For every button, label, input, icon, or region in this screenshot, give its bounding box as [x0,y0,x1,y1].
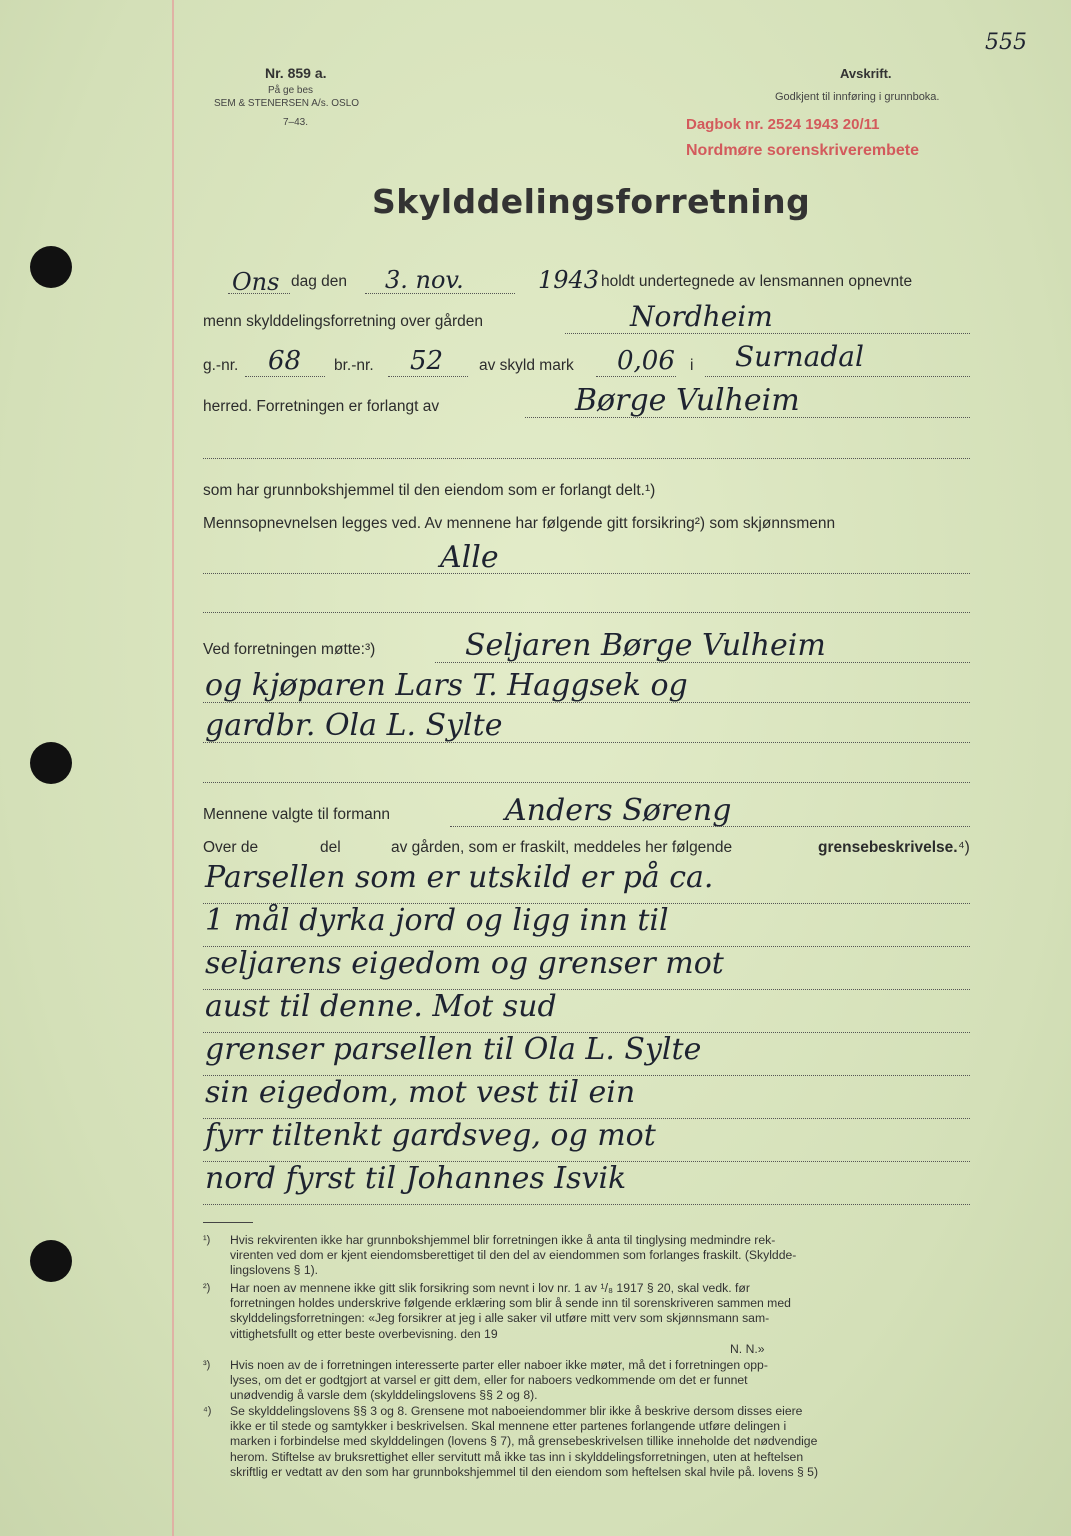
mote-label: Ved forretningen møtte:³) [203,641,376,658]
dotted-rule [203,1075,970,1076]
punch-hole-middle [30,742,72,784]
dotted-rule [203,903,970,904]
footnote-4 [230,1404,818,1480]
printer-line2: SEM & STENERSEN A/s. OSLO [214,98,360,109]
over-de-label: Over de [203,839,259,856]
dotted-rule [705,376,970,377]
footnote-line: Se skylddelingslovens §§ 3 og 8. Grensene mot naboeiendommer blir ikke å beskrive dersom disses eiere [230,1404,803,1418]
bnr-label: br.-nr. [334,357,374,374]
formann-label: Mennene valgte til formann [203,806,390,823]
dotted-rule [203,1161,970,1162]
dotted-rule [450,826,970,827]
footnote-line: lingslovens § 1). [230,1263,319,1278]
dotted-rule [203,782,970,783]
attendees-line2: og kjøparen Lars T. Haggsek og [205,668,688,703]
form-number: Nr. 859 a. [265,65,327,81]
dotted-rule [565,333,970,334]
description-line: sin eigedom, mot vest til ein [205,1075,636,1110]
dotted-rule [203,742,970,743]
footnote-line: skylddelingsforretningen: «Jeg forsikrer at jeg i alle saker vil utføre mitt verv som skjønnsmann sam- [230,1311,770,1326]
dotted-rule [203,573,970,574]
dotted-rule [245,376,325,377]
footnote-1-mark: ¹) [203,1234,211,1246]
footnote-line: Hvis noen av de i forretningen interesserte parter eller naboer ikke møter, må det i forretningen opp- [230,1358,768,1372]
dotted-rule [596,376,676,377]
description-line: nord fyrst til Johannes Isvik [205,1161,627,1196]
dotted-rule [203,946,970,947]
weekday-handwritten: Ons [232,268,280,296]
grensebeskrivelse-label: grensebeskrivelse. [818,839,958,856]
avskrift-heading: Avskrift. [840,66,892,81]
requester-handwritten: Børge Vulheim [575,383,800,418]
dotted-rule [203,1204,970,1205]
grensebeskrivelse-footnote-mark: ⁴) [958,839,970,856]
bnr-handwritten: 52 [410,346,444,376]
dotted-rule [203,702,970,703]
menn-label: menn skylddelingsforretning over gården [203,313,484,330]
printer-line1: På ge bes [268,85,314,96]
footnote-line: lyses, om det er godtgjort at varsel er gitt dem, eller for naboers vedkommende om det er funnet [230,1373,748,1388]
over-rest-label: av gården, som er fraskilt, meddeles her følgende [391,839,733,856]
grunnbok-line: som har grunnbokshjemmel til den eiendom som er forlangt delt.¹) [203,482,656,499]
footnote-1 [230,1233,796,1279]
dotted-rule [203,458,970,459]
margin-rule [172,0,174,1536]
footnote-line: ikke er til stede og samtykker i beskrivelsen. Skal mennene etter partenes forlangende utføre delingen i [230,1419,787,1434]
description-line: Parsellen som er utskild er på ca. [205,860,714,895]
line1-text: holdt undertegnede av lensmannen opnevnte [601,273,913,290]
footnote-line: marken i forbindelse med skylddelingen (lovens § 7), må grensebeskrivelsen tillike inneholde det nødvendige [230,1434,818,1449]
footnote-3 [230,1358,768,1404]
gnr-handwritten: 68 [268,346,302,376]
menn-forsikring-line: Mennsopnevnelsen legges ved. Av mennene har følgende gitt forsikring²) som skjønnsmenn [203,515,836,532]
footnote-line: herom. Stiftelse av bruksrettighet eller servitutt må ikke tas inn i skylddelingsforretningen, uten at heftelsen [230,1449,804,1464]
description-line: aust til denne. Mot sud [205,989,557,1024]
footnote-line: virenten ved dom er kjent eiendomsberettiget til den del av eiendommen som forlanges fraskilt. (Skyldde- [230,1248,797,1263]
municipality-handwritten: Surnadal [735,340,864,373]
description-line: grenser parsellen til Ola L. Sylte [205,1032,702,1067]
footnote-line: N. N.» [730,1341,765,1356]
attendees-line3: gardbr. Ola L. Sylte [205,708,503,743]
del-label: del [320,839,341,856]
dotted-rule [525,417,970,418]
gnr-label: g.-nr. [203,357,239,374]
printer-date: 7–43. [283,117,309,128]
footnote-line: Hvis rekvirenten ikke har grunnbokshjemmel blir forretningen ikke å anta til tinglysing medmindre rek- [230,1233,776,1247]
attendees-line1: Seljaren Børge Vulheim [465,628,826,663]
dotted-rule [203,989,970,990]
herred-label: herred. Forretningen er forlangt av [203,398,440,415]
dag-den-label: dag den [291,273,348,290]
description-line: seljarens eigedom og grenser mot [205,946,724,981]
alle-handwritten: Alle [440,540,499,575]
punch-hole-top [30,246,72,288]
dotted-rule [203,1118,970,1119]
page-number: 555 [985,30,1027,55]
dotted-rule [365,293,515,294]
dotted-rule [388,376,468,377]
footnote-2 [230,1281,791,1357]
footnote-line: unødvendig å varsle dem (skylddelingslovens §§ 2 og 8). [230,1388,538,1403]
footnote-separator [203,1222,253,1223]
dagbok-stamp: Dagbok nr. 2524 1943 20/11 [686,116,880,133]
dotted-rule [228,293,290,294]
footnote-line: skriftlig er vedtatt av den som har grunnbokshjemmel til den eiendom som heftelsen skal hvile på. lovens § 5) [230,1464,819,1479]
office-stamp: Nordmøre sorenskriverembete [686,142,919,159]
dotted-rule [435,662,970,663]
skyld-label: av skyld mark [479,357,574,374]
skyld-handwritten: 0,06 [617,346,675,376]
date-handwritten: 3. nov. [385,266,464,294]
footnote-2-mark: ²) [203,1282,211,1294]
farm-name-handwritten: Nordheim [630,300,773,333]
footnote-line: forretningen holdes underskrive følgende erklæring som blir å sende inn til sorenskriveren sammen med [230,1296,791,1311]
description-line: fyrr tiltenkt gardsveg, og mot [205,1118,656,1153]
document-title: Skylddelingsforretning [372,182,811,221]
punch-hole-bottom [30,1240,72,1282]
footnote-4-mark: ⁴) [203,1405,212,1417]
chairman-handwritten: Anders Søreng [505,793,732,828]
dotted-rule [203,612,970,613]
year-handwritten: 1943 [538,266,600,294]
dotted-rule [203,1032,970,1033]
description-line: 1 mål dyrka jord og ligg inn til [205,903,669,938]
footnote-3-mark: ³) [203,1359,211,1371]
i-label: i [690,357,694,374]
footnote-line: vittighetsfullt og etter beste overbevisning. den 19 [230,1326,498,1341]
footnote-line: Har noen av mennene ikke gitt slik forsikring som nevnt i lov nr. 1 av ¹/₈ 1917 § 20, skal vedk. før [230,1281,750,1295]
avskrift-note: Godkjent til innføring i grunnboka. [775,91,940,103]
